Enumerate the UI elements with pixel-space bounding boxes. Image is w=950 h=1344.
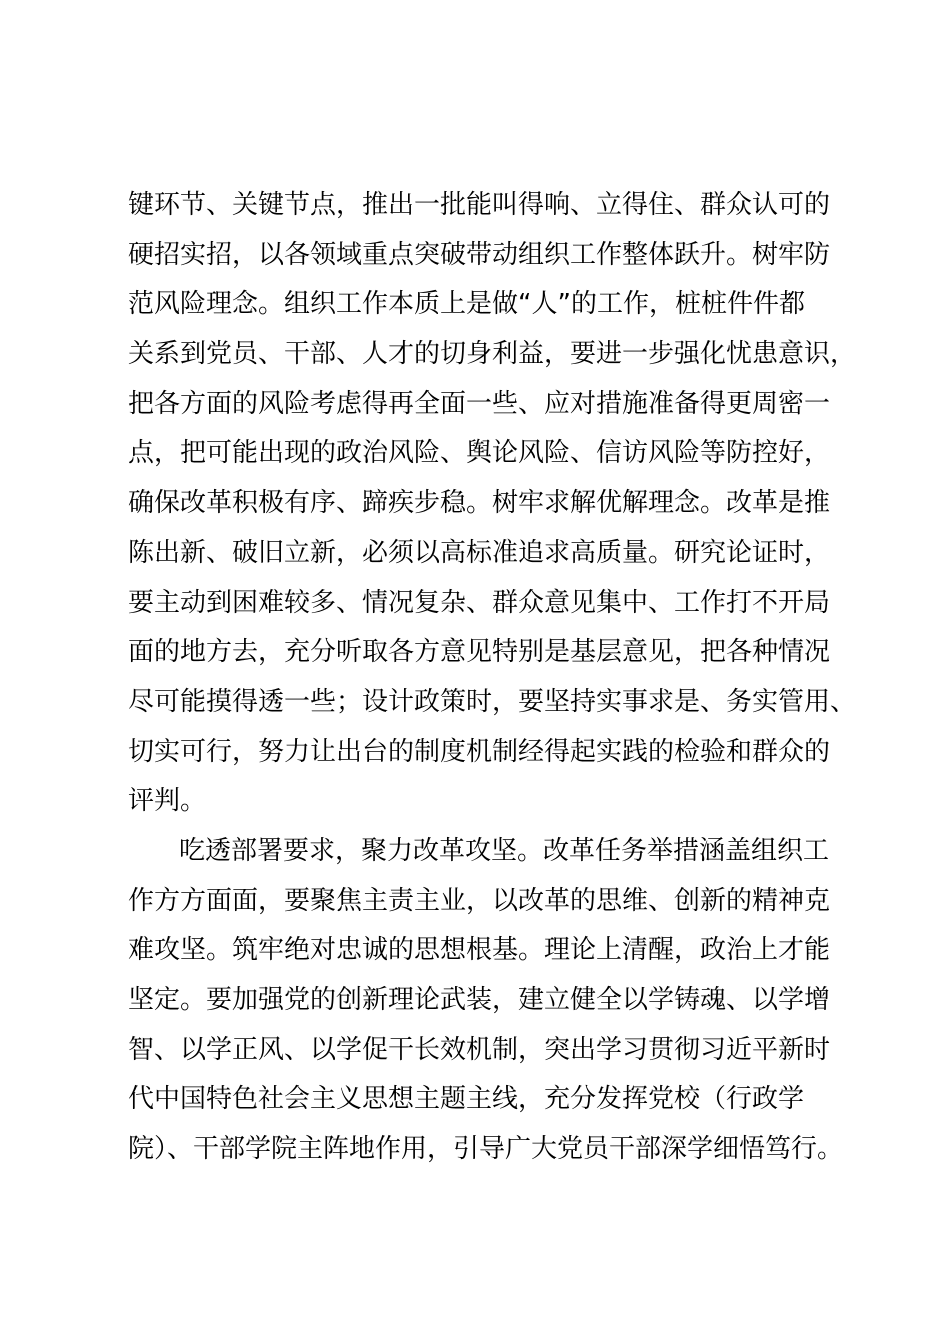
text-line: 要主动到困难较多、情况复杂、群众意见集中、工作打不开局: [128, 587, 831, 618]
text-line: 切实可行，努力让出台的制度机制经得起实践的检验和群众的: [128, 736, 831, 767]
text-line: 评判。: [128, 786, 207, 817]
text-line: 智、以学正风、以学促干长效机制，突出学习贯彻习近平新时: [128, 1034, 831, 1065]
text-line: 确保改革积极有序、蹄疾步稳。树牢求解优解理念。改革是推: [128, 488, 831, 519]
text-line: 关系到党员、干部、人才的切身利益，要进一步强化忧患意识，: [128, 339, 857, 370]
body-text: [128, 181, 857, 1175]
text-line: 把各方面的风险考虑得再全面一些、应对措施准备得更周密一: [128, 388, 831, 419]
text-line: 陈出新、破旧立新，必须以高标准追求高质量。研究论证时，: [128, 537, 831, 568]
paragraph-first-line: 吃透部署要求，聚力改革攻坚。改革任务举措涵盖组织工: [179, 835, 830, 866]
text-line: 代中国特色社会主义思想主题主线，充分发挥党校（行政学: [128, 1084, 805, 1115]
text-line: 面的地方去，充分听取各方意见特别是基层意见，把各种情况: [128, 637, 831, 668]
text-line: 作方方面面，要聚焦主责主业，以改革的思维、创新的精神克: [128, 885, 831, 916]
text-line: 点，把可能出现的政治风险、舆论风险、信访风险等防控好，: [128, 438, 831, 469]
text-line: 尽可能摸得透一些；设计政策时，要坚持实事求是、务实管用、: [128, 686, 857, 717]
text-line: 院）、干部学院主阵地作用，引导广大党员干部深学细悟笃行。: [128, 1134, 844, 1165]
text-line: 难攻坚。筑牢绝对忠诚的思想根基。理论上清醒，政治上才能: [128, 935, 831, 966]
text-line: 坚定。要加强党的创新理论武装，建立健全以学铸魂、以学增: [128, 985, 831, 1015]
text-line: 硬招实招，以各领域重点突破带动组织工作整体跃升。树牢防: [128, 239, 831, 270]
text-line: 范风险理念。组织工作本质上是做“人”的工作，桩桩件件都: [128, 289, 805, 320]
text-line: 键环节、关键节点，推出一批能叫得响、立得住、群众认可的: [128, 190, 831, 220]
